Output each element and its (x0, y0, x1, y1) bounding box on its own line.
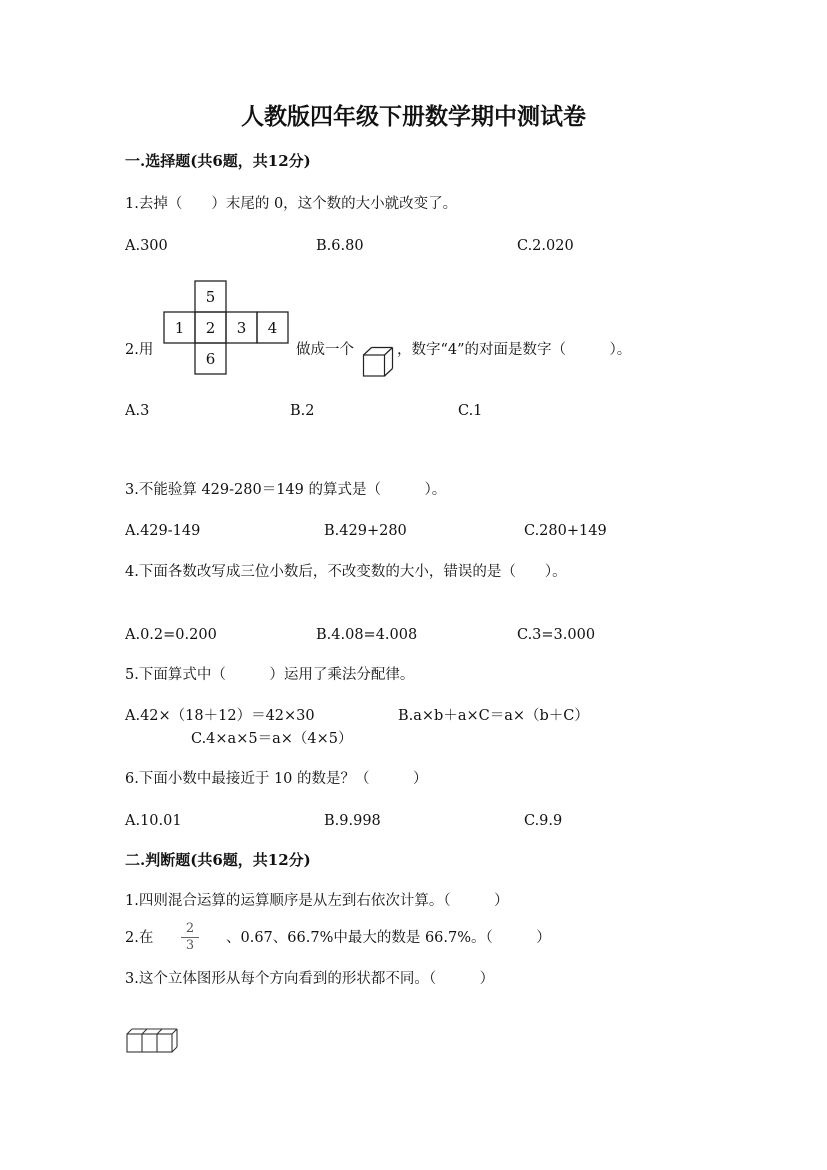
tf2-prefix: 2.在 (125, 930, 154, 946)
q6-option-b: B.9.998 (324, 813, 381, 829)
net-face-4: 4 (267, 319, 278, 337)
q3-option-a: A.429-149 (125, 523, 201, 539)
fraction-denominator: 3 (185, 938, 195, 953)
section2-heading: 二.判断题(共6题，共12分) (125, 851, 311, 869)
q4-option-a: A.0.2=0.200 (125, 627, 217, 643)
q2-option-c: C.1 (458, 403, 483, 419)
q2-stem-middle: 做成一个 (296, 342, 354, 358)
net-face-3: 3 (236, 319, 247, 337)
fraction-two-thirds (181, 922, 199, 953)
section1-heading: 一.选择题(共6题，共12分) (125, 152, 311, 170)
q1-option-b: B.6.80 (316, 238, 364, 254)
q4-option-c: C.3=3.000 (517, 627, 596, 643)
q5-stem: 5.下面算式中（ ）运用了乘法分配律。 (125, 667, 415, 683)
three-cubes-figure (126, 1028, 182, 1054)
q2-stem-suffix: ，数字“4”的对面是数字（ ）。 (397, 342, 632, 358)
cube-net-figure (162, 280, 292, 376)
q1-option-c: C.2.020 (517, 238, 574, 254)
tf3-stem: 3.这个立体图形从每个方向看到的形状都不同。（ ） (125, 971, 495, 987)
cube-icon (362, 346, 394, 380)
net-face-top: 5 (205, 288, 216, 306)
q3-stem: 3.不能验算 429-280＝149 的算式是（ ）。 (125, 482, 447, 498)
tf2-suffix: 、0.67、66.7%中最大的数是 66.7%。（ ） (226, 930, 551, 946)
q6-option-c: C.9.9 (524, 813, 563, 829)
q6-option-a: A.10.01 (125, 813, 182, 829)
net-face-2: 2 (205, 319, 216, 337)
net-face-1: 1 (174, 319, 185, 337)
q5-option-c: C.4×a×5＝a×（4×5） (191, 731, 353, 747)
q4-option-b: B.4.08=4.008 (316, 627, 418, 643)
net-face-bottom: 6 (205, 350, 216, 368)
q2-option-b: B.2 (290, 403, 315, 419)
q6-stem: 6.下面小数中最接近于 10 的数是？（ ） (125, 771, 428, 787)
page-title: 人教版四年级下册数学期中测试卷 (241, 103, 586, 130)
q5-option-b: B.a×b＋a×C＝a×（b＋C） (398, 708, 589, 724)
q1-stem: 1.去掉（ ）末尾的 0，这个数的大小就改变了。 (125, 196, 458, 212)
q3-option-c: C.280+149 (524, 523, 607, 539)
tf1-stem: 1.四则混合运算的运算顺序是从左到右依次计算。（ ） (125, 893, 509, 909)
q2-option-a: A.3 (125, 403, 150, 419)
fraction-numerator: 2 (185, 921, 195, 936)
q3-option-b: B.429+280 (324, 523, 407, 539)
q4-stem: 4.下面各数改写成三位小数后，不改变数的大小，错误的是（ ）。 (125, 564, 567, 580)
q1-option-a: A.300 (125, 238, 168, 254)
q5-option-a: A.42×（18＋12）＝42×30 (125, 708, 315, 724)
q2-stem-prefix: 2.用 (125, 342, 154, 358)
